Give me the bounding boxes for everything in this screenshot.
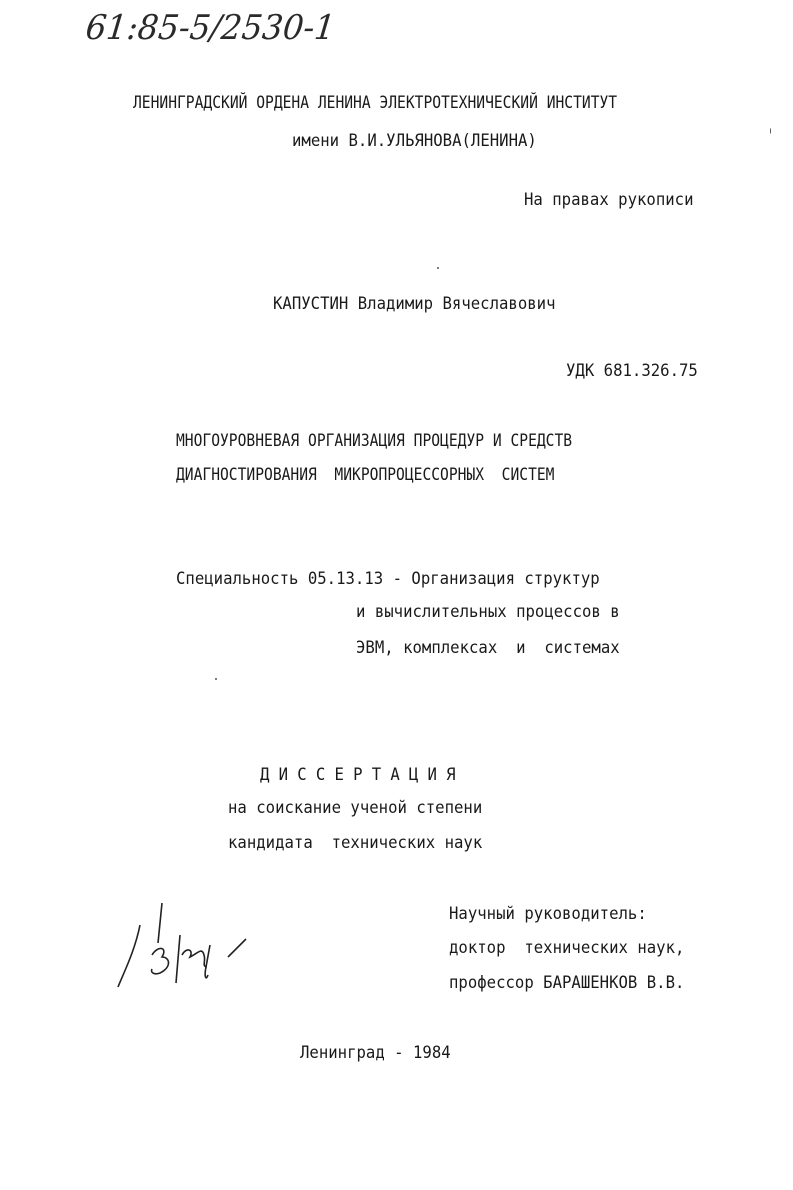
handwritten-signature xyxy=(110,895,260,995)
dissertation-heading: ДИССЕРТАЦИЯ xyxy=(260,765,465,785)
degree-line2: кандидата технических наук xyxy=(228,833,483,853)
institute-name-line1: ЛЕНИНГРАДСКИЙ ОРДЕНА ЛЕНИНА ЭЛЕКТРОТЕХНИЧЕСКИЙ ИНСТИТУТ xyxy=(133,93,618,113)
specialty-line3: ЭВМ, комплексах и системах xyxy=(356,638,620,658)
udc-code: УДК 681.326.75 xyxy=(566,361,698,381)
supervisor-name: профессор БАРАШЕНКОВ В.В. xyxy=(449,973,685,993)
supervisor-label: Научный руководитель: xyxy=(449,904,647,924)
paper-speck xyxy=(770,128,771,134)
supervisor-degree: доктор технических наук, xyxy=(449,938,685,958)
dissertation-title-line1: МНОГОУРОВНЕВАЯ ОРГАНИЗАЦИЯ ПРОЦЕДУР И СРЕДСТВ xyxy=(176,431,573,451)
manuscript-rights: На правах рукописи xyxy=(524,190,694,210)
specialty-line1: Специальность 05.13.13 - Организация структур xyxy=(176,569,600,589)
institute-name-line2: имени В.И.УЛЬЯНОВА(ЛЕНИНА) xyxy=(292,131,537,151)
paper-speck xyxy=(437,267,439,269)
author-name: КАПУСТИН Владимир Вячеславович xyxy=(273,294,556,314)
dissertation-title-line2: ДИАГНОСТИРОВАНИЯ МИКРОПРОЦЕССОРНЫХ СИСТЕМ xyxy=(176,465,555,485)
specialty-line2: и вычислительных процессов в xyxy=(356,602,620,622)
archive-code-handwritten: 61:85-5/2530-1 xyxy=(83,8,338,48)
place-and-year: Ленинград - 1984 xyxy=(300,1043,451,1063)
paper-speck xyxy=(215,678,217,680)
degree-line1: на соискание ученой степени xyxy=(228,798,483,818)
